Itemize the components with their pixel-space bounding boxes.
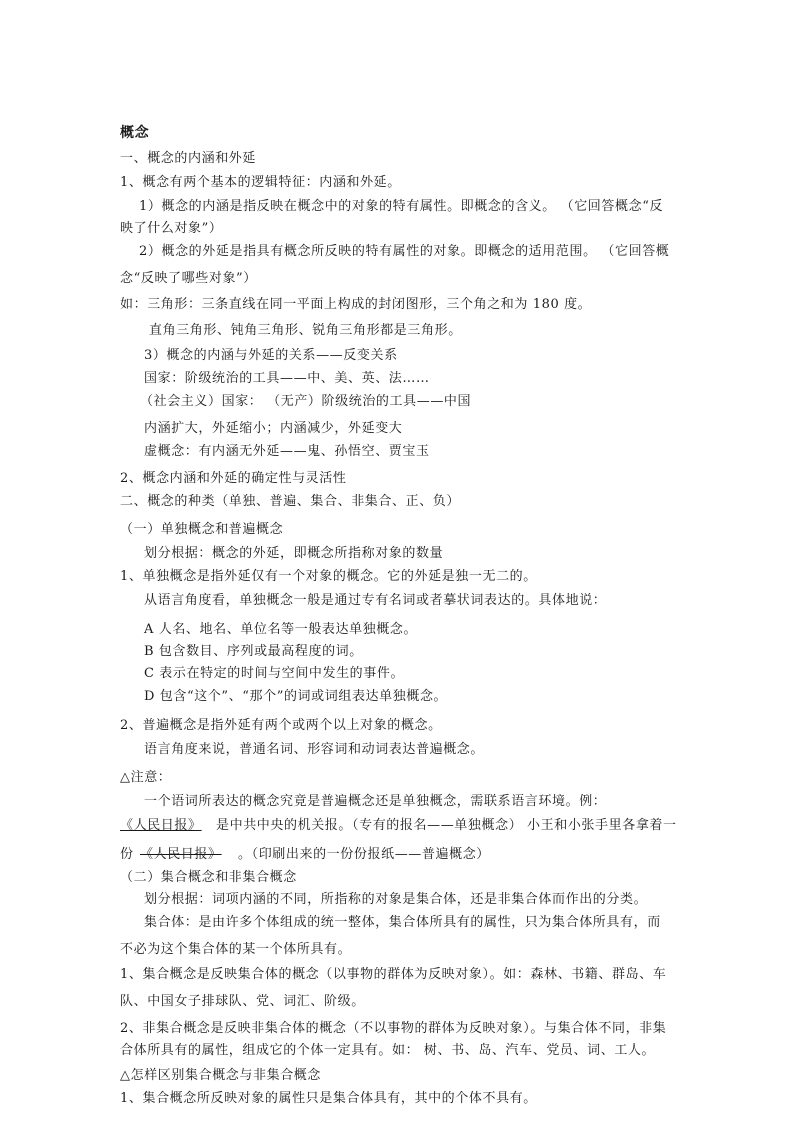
text-line: 虚概念：有内涵无外延——鬼、孙悟空、贾宝玉 bbox=[144, 444, 430, 459]
text-line: 3）概念的内涵与外延的关系——反变关系 bbox=[144, 348, 398, 363]
text-line: 直角三角形、钝角三角形、锐角三角形都是三角形。 bbox=[149, 323, 462, 338]
text-line: 份 bbox=[120, 847, 134, 862]
text-line: 2、非集合概念是反映非集合体的概念（不以事物的群体为反映对象）。与集合体不同，非集 bbox=[120, 1021, 667, 1036]
text-line: 1、单独概念是指外延仅有一个对象的概念。它的外延是独一无二的。 bbox=[120, 569, 537, 584]
underlined-term: 《人民日报》 bbox=[120, 818, 202, 833]
text-line: △怎样区别集合概念与非集合概念 bbox=[120, 1068, 321, 1083]
text-line: 队、中国女子排球队、党、词汇、阶级。 bbox=[120, 994, 365, 1009]
list-item: A 人名、地名、单位名等一般表达单独概念。 bbox=[144, 622, 418, 637]
text-line: 念“反映了哪些对象”） bbox=[120, 271, 257, 286]
text-line: 语言角度来说，普通名词、形容词和动词表达普遍概念。 bbox=[144, 742, 485, 757]
text-line: （社会主义）国家： （无产）阶级统治的工具——中国 bbox=[140, 394, 472, 409]
text-line: 2、普遍概念是指外延有两个或两个以上对象的概念。 bbox=[120, 718, 442, 733]
text-line: 从语言角度看，单独概念一般是通过专有名词或者摹状词表达的。具体地说： bbox=[144, 593, 607, 608]
text-line: 内涵扩大，外延缩小；内涵减少，外延变大 bbox=[144, 421, 403, 436]
text-line: 划分根据：概念的外延，即概念所指称对象的数量 bbox=[144, 546, 444, 561]
list-item: B 包含数目、序列或最高程度的词。 bbox=[144, 644, 363, 659]
doc-title: 概念 bbox=[120, 125, 150, 141]
text-line: 划分根据：词项内涵的不同，所指称的对象是集合体，还是非集合体而作出的分类。 bbox=[144, 892, 648, 907]
text-line: 一个语词所表达的概念究竟是普遍概念还是单独概念，需联系语言环境。例： bbox=[144, 794, 607, 809]
text-line: 映了什么对象”） bbox=[120, 221, 223, 236]
struck-term: 《人民日报》 bbox=[140, 847, 222, 862]
text-line: 。（印刷出来的一份份报纸——普遍概念） bbox=[238, 847, 490, 862]
text-line: 2、概念内涵和外延的确定性与灵活性 bbox=[120, 471, 347, 486]
text-line: 国家：阶级统治的工具——中、美、英、法…… bbox=[144, 371, 430, 386]
text-line: 1）概念的内涵是指反映在概念中的对象的特有属性。即概念的含义。 （它回答概念“反 bbox=[139, 199, 664, 214]
text-line: 1、集合概念所反映对象的属性只是集合体具有，其中的个体不具有。 bbox=[120, 1091, 537, 1106]
text-line: 如：三角形：三条直线在同一平面上构成的封闭图形，三个角之和为 180 度。 bbox=[120, 297, 592, 312]
text-line: 不必为这个集合体的某一个体所具有。 bbox=[120, 942, 352, 957]
list-item: C 表示在特定的时间与空间中发生的事件。 bbox=[144, 666, 405, 681]
text-line: 1、概念有两个基本的逻辑特征：内涵和外延。 bbox=[120, 175, 401, 190]
subheading: （一）单独概念和普遍概念 bbox=[120, 522, 284, 537]
subheading: （二）集合概念和非集合概念 bbox=[120, 870, 297, 885]
text-line: 合体所具有的属性，组成它的个体一定具有。如： 树、书、岛、汽车、党员、词、工人。 bbox=[120, 1043, 656, 1058]
list-item: D 包含“这个”、“那个”的词或词组表达单独概念。 bbox=[144, 689, 448, 704]
text-line: 2）概念的外延是指具有概念所反映的特有属性的对象。即概念的适用范围。 （它回答概 bbox=[139, 244, 670, 259]
note-heading: △注意： bbox=[120, 770, 172, 785]
text-line: 1、集合概念是反映集合体的概念（以事物的群体为反映对象）。如：森林、书籍、群岛、车 bbox=[120, 967, 667, 982]
heading-2: 二、概念的种类（单独、普遍、集合、非集合、正、负） bbox=[120, 494, 461, 509]
text-line: 集合体：是由许多个体组成的统一整体，集合体所具有的属性，只为集合体所具有，而 bbox=[144, 915, 661, 930]
text-line: 是中共中央的机关报。（专有的报名——单独概念） 小王和小张手里各拿着一 bbox=[216, 818, 677, 833]
heading-1: 一、概念的内涵和外延 bbox=[120, 151, 257, 166]
